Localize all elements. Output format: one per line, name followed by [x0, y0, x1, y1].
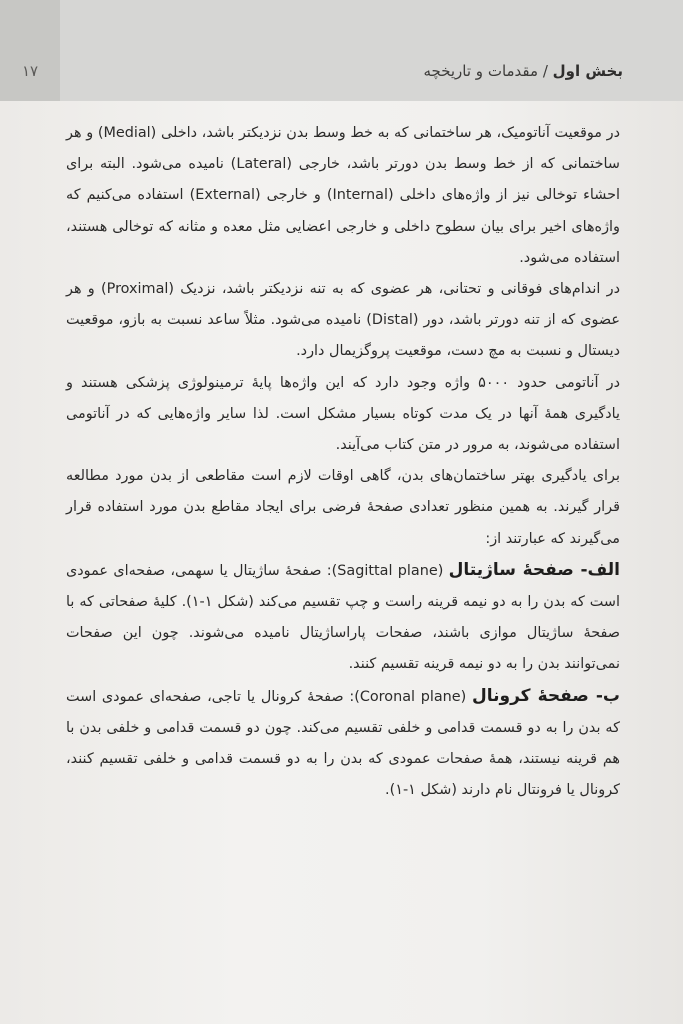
definition-sagittal — [66, 555, 620, 681]
term-coronal: ب- صفحهٔ کرونال — [471, 685, 620, 706]
term-sagittal: الف- صفحهٔ ساژیتال — [448, 559, 621, 580]
definition-sagittal-text: : صفحهٔ ساژیتال یا سهمی، صفحه‌ای عمودی است که بدن را به دو نیمه قرینه راست و چپ تقسیم می‌کند (شکل ۱-۱). کلیهٔ صفحاتی که با صفحهٔ ساژیتال موازی باشند، صفحات پاراساژیتال نامیده می‌شوند. چون این صفحات نمی‌توانند بدن را به دو نیمه قرینه تقسیم کنند. — [66, 562, 620, 673]
paragraph-proximal-distal: در اندام‌های فوقانی و تحتانی، هر عضوی که به تنه نزدیکتر باشد، نزدیک (Proximal) و هر عضوی که از تنه دورتر باشد، دور (Distal) نامیده می‌شود. مثلاً ساعد نسبت به بازو، موقعیت دیستال و نسبت به مچ دست، موقعیت پروگزیمال دارد. — [66, 281, 620, 360]
page-header — [0, 0, 683, 101]
paragraph-terminology: در آناتومی حدود ۵۰۰۰ واژه وجود دارد که این واژه‌ها پایهٔ ترمینولوژی پزشکی هستند و یادگیری همهٔ آنها در یک مدت کوتاه بسیار مشکل است. لذا سایر واژه‌هایی که در آناتومی استفاده می‌شوند، به مرور در متن کتاب می‌آیند. — [66, 374, 620, 454]
definition-coronal-text: : صفحهٔ کرونال یا تاجی، صفحه‌ای عمودی است که بدن را به دو قسمت قدامی و خلفی تقسیم می‌کند. چون دو قسمت قدامی و خلفی بدن با هم قرینه نیستند، همهٔ صفحات عمودی که بدن را به دو قسمت قدامی و خلفی تقسیم کنند، کرونال یا فرونتال نام دارند (شکل ۱-۱). — [66, 688, 620, 799]
running-head-separator: / — [538, 62, 553, 80]
page-number: ۱۷ — [21, 62, 39, 80]
definition-coronal — [66, 681, 620, 807]
latin-coronal: (Coronal plane) — [354, 688, 467, 705]
latin-sagittal: (Sagittal plane) — [331, 562, 444, 579]
paragraph-medial-lateral: در موقعیت آناتومیک، هر ساختمانی که به خط وسط بدن نزدیکتر باشد، داخلی (Medial) و هر ساختمانی که از خط وسط بدن دورتر باشد، خارجی (Lateral) نامیده می‌شود. البته برای احشاء توخالی نیز از واژه‌های داخلی (Internal) و خارجی (External) استفاده می‌کنیم که واژه‌های اخیر برای بیان سطوح داخلی و خارجی اعضایی مثل معده و مثانه که توخالی هستند، استفاده می‌شود. — [66, 125, 621, 266]
running-head — [423, 62, 623, 80]
part-label: بخش اول — [552, 62, 623, 80]
paragraph-planes-intro: برای یادگیری بهتر ساختمان‌های بدن، گاهی اوقات لازم است مقاطعی از بدن مورد مطالعه قرار گیرند. به همین منظور تعدادی صفحهٔ فرضی برای ایجاد مقاطع بدن مورد استفاده قرار می‌گیرند که عبارتند از: — [66, 468, 620, 547]
body-text — [66, 118, 620, 806]
page-number-tab — [0, 0, 60, 101]
chapter-title: مقدمات و تاریخچه — [423, 62, 539, 80]
